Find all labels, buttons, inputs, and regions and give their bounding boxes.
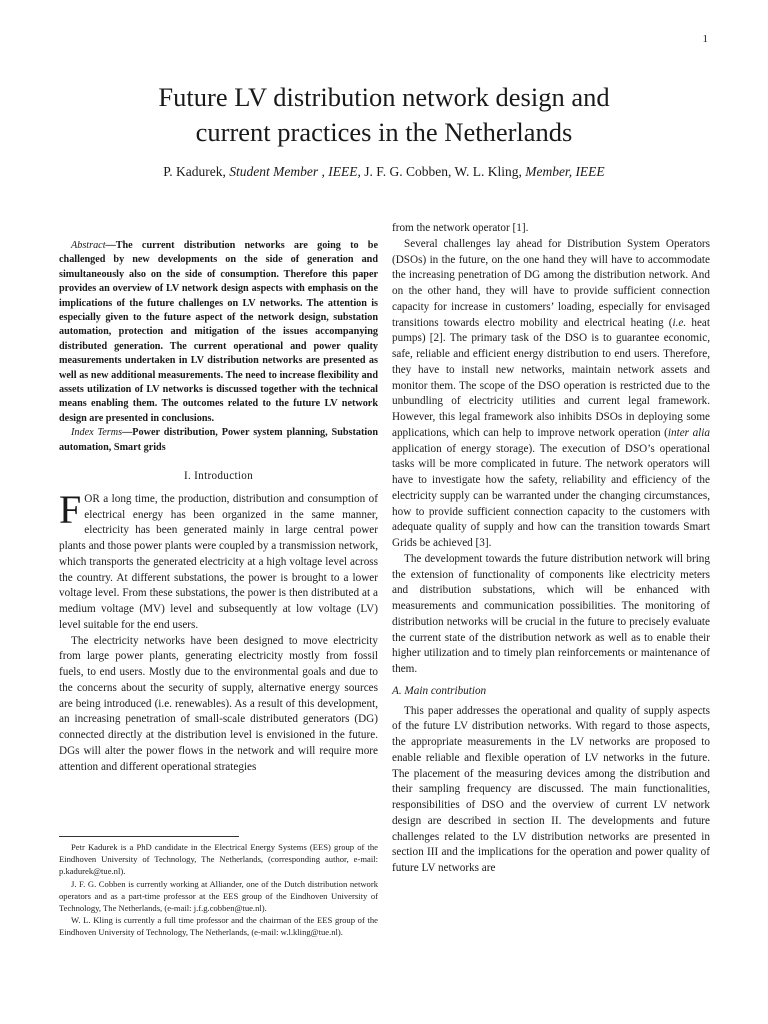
right-paragraph-2: The development towards the future distribution network will bring the extension of functionality of components like electricity meters and distribution substations, which will be enhanced with measurements and communication possibilities. The monitoring of distribution networks will be crucial in the future to precisely evaluate the current state of the distribution network as well as to enable their higher utilization and to timely plan reinforcements or maintenance of them. [392, 552, 710, 675]
subsection-heading-main-contribution: A. Main contribution [392, 684, 487, 697]
paper-title [40, 80, 728, 150]
intro-paragraph-1-text: OR a long time, the production, distribution and consumption of electrical energy has been organized in the same manner, electricity has been generated mainly in large central power plants and those power plants were coupled by a transmission network, which transports the generated electricity at a high voltage level across the country. At different substations, the power is brought to a lower voltage level. From these substations, the power is then distributed at a medium voltage (MV) level and subsequently at low voltage (LV) level suitable for the end users. [59, 492, 378, 631]
right-paragraph-1-ie: i.e. [672, 316, 687, 329]
title-line-2: current practices in the Netherlands [195, 117, 573, 147]
left-column [59, 239, 378, 775]
abstract [59, 239, 378, 426]
index-terms-dash: — [122, 427, 133, 439]
index-terms [59, 426, 378, 455]
right-paragraph-1 [392, 237, 710, 552]
footnote-kadurek: Petr Kadurek is a PhD candidate in the Electrical Energy Systems (EES) group of the Eindhoven University of Technology, The Netherlands, (corresponding author, e-mail: p.kadurek@tue.nl). [59, 842, 378, 877]
index-terms-body: Power distribution, Power system planning, Substation automation, Smart grids [59, 427, 378, 453]
right-paragraph-1-b: heat pumps) [2]. The primary task of the DSO is to guarantee economic, safe, reliable and efficient energy distribution to end users. Therefore, they have to install new networks, maintain network assets and monitor them. The scope of the DSO operation is restricted due to the unbundling of electricity utilities and current legal framework. However, this legal framework also inhibits DSOs in deploying some applications, which can help to improve network operation ( [392, 316, 710, 439]
author-2-3-names: , J. F. G. Cobben, W. L. Kling, [357, 164, 526, 179]
abstract-label: Abstract [71, 240, 106, 251]
footnote-kling: W. L. Kling is currently a full time professor and the chairman of the EES group of the Eindhoven University of Technology, The Netherlands, (e-mail: w.l.kling@tue.nl). [59, 915, 378, 938]
right-paragraph-1-inter-alia: inter alia [667, 426, 710, 439]
footnote-divider [59, 836, 239, 837]
intro-paragraph-2: The electricity networks have been designed to move electricity from large power plants, generating electricity mostly from fossil fuels, to end users. Mostly due to the environmental goals and due to the concerns about the security of supply, alternative energy sources are being introduced (i.e. renewables). As a result of this development, an increasing penetration of small-scale distributed generators (DG) connected directly at the distribution level is envisioned in the future. DGs will alter the power flows in the network and will require more attention and different operational strategies [59, 634, 378, 773]
drop-cap: F [59, 486, 82, 532]
right-paragraph-3: This paper addresses the operational and quality of supply aspects of the future LV distribution networks. With regard to those aspects, the appropriate measurements in the LV networks are proposed to enable reliable and flexible operation of LV networks in the future. The placement of the measuring devices among the distribution and their sampling frequency are discussed. The main functionalities, responsibilities of DSO and the overview of current LV network design are described in section II. The developments and future challenges related to the LV distribution networks are presented in section III and the implications for the operation and power quality of future LV networks are [392, 704, 710, 874]
author-1-name: P. Kadurek, [163, 164, 230, 179]
continued-paragraph: from the network operator [1]. [392, 222, 529, 234]
abstract-body: The current distribution networks are going to be challenged by new developments on the side of generation and simultaneously also on the side of consumption. Therefore this paper provides an overview of LV network design aspects with emphasis on the implications of the future challenges on LV networks. The attention is especially given to the future aspect of the network design, substation automation, protection and mitigation of the issues accompanying distributed generation. The current operational and power quality measurements undertaken in LV distribution networks are presented as well as new additional measurements. The need to increase flexibility and assets utilization of LV networks is discussed together with the technical means enabling them. The outcomes related to the future LV network design are presented in conclusions. [59, 240, 378, 424]
section-heading-introduction: I. Introduction [183, 470, 254, 483]
right-paragraph-1-c: application of energy storage). The execution of DSO’s operational tasks will be more complicated in future. The network operators will have to investigate how the safety, reliability and efficiency of the electricity supply can be warranted under the changing circumstances, how to provide sufficient connection capacity to the customers with adequate quality of supply and how can the transition towards Smart Grids be achieved [3]. [392, 442, 710, 549]
intro-paragraph-1 [59, 486, 378, 634]
author-list [40, 164, 728, 180]
footnote-cobben: J. F. G. Cobben is currently working at Alliander, one of the Dutch distribution network operators and as a part-time professor at the EES group of the Eindhoven University of Technology, The Netherlands, (e-mail: j.f.g.cobben@tue.nl). [59, 878, 378, 914]
index-terms-label: Index Terms [71, 427, 123, 439]
right-paragraph-1-a: Several challenges lay ahead for Distribution System Operators (DSOs) in the future, on the one hand they will have to accommodate the increasing penetration of DG among the distribution network. And on the other hand, they will have to provide sufficient connection capacity for increase in customers’ loading, especially for envisaged transitions towards electro mobility and electrical heating ( [392, 237, 710, 329]
abstract-dash: — [105, 240, 116, 251]
title-line-1: Future LV distribution network design and [158, 82, 610, 112]
author-1-role: Student Member , IEEE [229, 164, 358, 179]
right-column [392, 221, 710, 877]
page-number: 1 [702, 33, 708, 45]
footnotes [59, 841, 378, 939]
author-3-role: Member, IEEE [525, 164, 605, 179]
